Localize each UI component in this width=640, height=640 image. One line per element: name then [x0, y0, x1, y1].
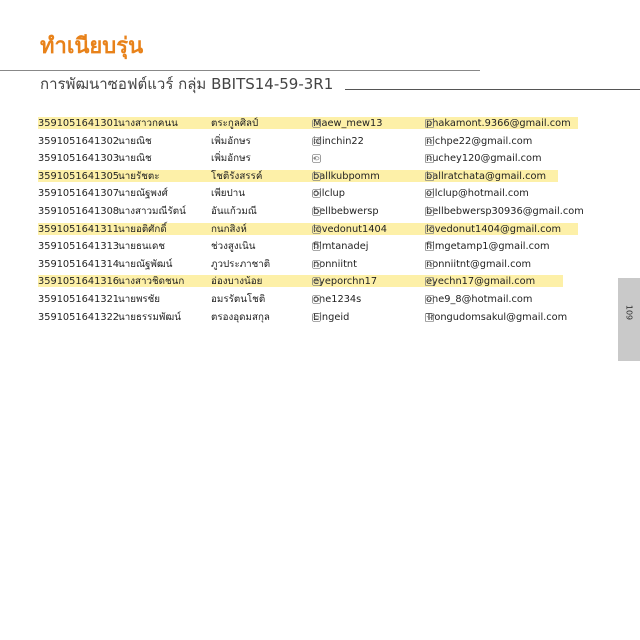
- chat-bubble-icon: [312, 295, 321, 304]
- student-id: 3591051641305: [38, 170, 120, 182]
- student-email: Trongudomsakul@gmail.com: [426, 311, 568, 323]
- student-username: oilclup: [313, 188, 345, 200]
- student-surname: เพียปาน: [211, 188, 245, 200]
- chat-bubble-icon: [312, 225, 321, 234]
- student-surname: ตรองอุดมสกุล: [211, 311, 270, 323]
- student-name: นายธรรมพัฒน์: [118, 311, 181, 323]
- table-row: [38, 291, 583, 309]
- student-email: bellbebwersp30936@gmail.com: [426, 205, 584, 217]
- student-email: nonniitnt@gmail.com: [426, 258, 532, 270]
- table-row: [38, 185, 583, 203]
- student-name: นายรัชตะ: [118, 170, 160, 182]
- student-surname: อ่องบางน้อย: [211, 276, 263, 288]
- student-surname: กนกสิงห์: [211, 223, 247, 235]
- student-id: 3591051641303: [38, 153, 120, 165]
- student-surname: ช่วงสูงเนิน: [211, 241, 256, 253]
- student-name: นายณัฐพงศ์: [118, 188, 168, 200]
- envelope-icon: [425, 242, 434, 251]
- student-name: นางสาวกคนน: [118, 118, 178, 129]
- chat-bubble-icon: [312, 189, 321, 198]
- chat-bubble-icon: [312, 172, 321, 181]
- student-id: 3591051641313: [38, 241, 120, 253]
- envelope-icon: [425, 277, 434, 286]
- table-row: [38, 221, 583, 239]
- member-table: [38, 115, 583, 326]
- chat-bubble-icon: [312, 137, 321, 146]
- chat-bubble-icon: [312, 119, 321, 128]
- envelope-icon: [425, 260, 434, 269]
- subtitle-row: [40, 74, 640, 96]
- table-row: [38, 273, 583, 291]
- student-email: nichpe22@gmail.com: [426, 135, 533, 147]
- student-name: นายณิช: [118, 135, 152, 147]
- table-row: [38, 238, 583, 256]
- envelope-icon: [425, 119, 434, 128]
- envelope-icon: [425, 189, 434, 198]
- student-surname: อันแก้วมณี: [211, 205, 257, 217]
- student-id: 3591051641314: [38, 258, 120, 270]
- table-row: [38, 203, 583, 221]
- envelope-icon: [425, 313, 434, 322]
- envelope-icon: [425, 207, 434, 216]
- student-name: นายณัฐพัฒน์: [118, 258, 173, 270]
- student-email: one9_8@hotmail.com: [426, 293, 533, 305]
- student-email: lovedonut1404@gmail.com: [426, 223, 561, 235]
- envelope-icon: [425, 295, 434, 304]
- student-username: bellbebwersp: [313, 205, 379, 217]
- student-username: lovedonut1404: [313, 223, 387, 235]
- chat-bubble-icon: [312, 313, 321, 322]
- student-id: 3591051641321: [38, 293, 120, 305]
- student-name: นายพรชัย: [118, 293, 161, 305]
- student-surname: เพิ่มอักษร: [211, 153, 251, 165]
- side-tab: [618, 278, 640, 361]
- table-row: [38, 168, 583, 186]
- student-name: นายธนเดช: [118, 241, 165, 253]
- student-email: nuchey120@gmail.com: [426, 153, 542, 165]
- student-name: นายอติศักดิ์: [118, 223, 167, 235]
- chat-bubble-icon: [312, 242, 321, 251]
- student-username: eyeporchn17: [313, 276, 378, 288]
- student-id: 3591051641307: [38, 188, 120, 200]
- student-email: eyechn17@gmail.com: [426, 276, 536, 288]
- student-username: idinchin22: [313, 135, 364, 147]
- page-number: 109: [624, 304, 634, 321]
- student-id: 3591051641308: [38, 205, 120, 217]
- table-row: [38, 309, 583, 327]
- student-email: oilclup@hotmail.com: [426, 188, 529, 200]
- chat-bubble-icon: [312, 207, 321, 216]
- student-id: 3591051641316: [38, 276, 120, 288]
- student-username: Eingeid: [313, 311, 350, 323]
- student-name: นายณิช: [118, 153, 152, 165]
- student-surname: โชติรังสรรค์: [211, 170, 263, 182]
- student-surname: เพิ่มอักษร: [211, 135, 251, 147]
- chat-bubble-icon: [312, 277, 321, 286]
- table-row: [38, 133, 583, 151]
- student-surname: ภูวประภาชาติ: [211, 258, 271, 270]
- student-surname: ตระกูลศิลป์: [211, 118, 259, 129]
- chat-bubble-icon: [312, 154, 321, 163]
- chat-bubble-icon: [312, 260, 321, 269]
- student-email: phakamont.9366@gmail.com: [426, 118, 571, 129]
- envelope-icon: [425, 137, 434, 146]
- student-name: นางสาวมณีรัตน์: [118, 205, 186, 217]
- subtitle-divider: [345, 89, 640, 90]
- student-username: -: [313, 153, 317, 165]
- student-id: 3591051641311: [38, 223, 120, 235]
- student-id: 3591051641301: [38, 118, 120, 129]
- student-email: filmgetamp1@gmail.com: [426, 241, 550, 253]
- student-username: one1234s: [313, 293, 362, 305]
- page-title: ทำเนียบรุ่น: [40, 34, 144, 59]
- envelope-icon: [425, 154, 434, 163]
- table-row: [38, 256, 583, 274]
- envelope-icon: [425, 172, 434, 181]
- student-username: filmtanadej: [313, 241, 369, 253]
- envelope-icon: [425, 225, 434, 234]
- table-row: [38, 115, 583, 133]
- student-surname: อมรรัตนโชติ: [211, 293, 266, 305]
- student-username: nonniitnt: [313, 258, 357, 270]
- student-username: ballkubpomm: [313, 170, 380, 182]
- student-name: นางสาวชิดชนก: [118, 276, 185, 288]
- student-id: 3591051641302: [38, 135, 120, 147]
- student-username: Maew_mew13: [313, 118, 383, 129]
- page-subtitle: การพัฒนาซอฟต์แวร์ กลุ่ม BBITS14-59-3R1: [40, 75, 334, 93]
- student-email: ballratchata@gmail.com: [426, 170, 547, 182]
- table-row: [38, 150, 583, 168]
- title-divider: [0, 70, 480, 71]
- student-id: 3591051641322: [38, 311, 120, 323]
